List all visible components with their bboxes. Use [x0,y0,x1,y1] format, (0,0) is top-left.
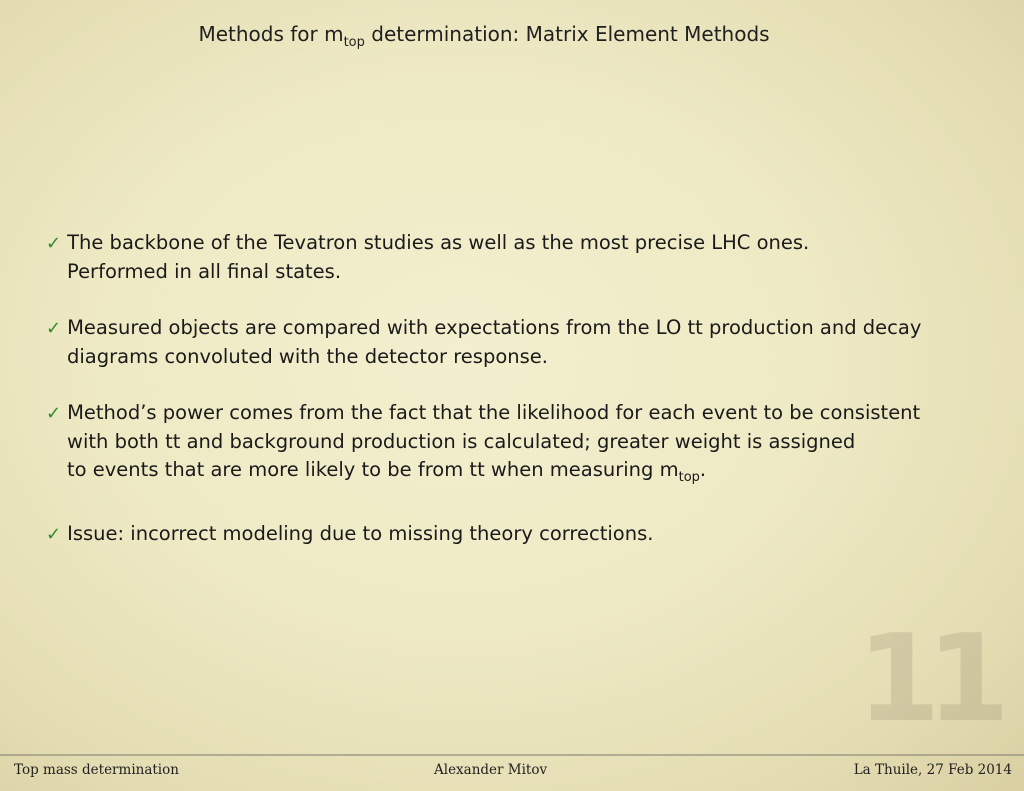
checkmark-icon: ✓ [46,233,62,254]
footer-talk-title: Top mass determination [14,762,179,778]
bullet-item [46,399,1006,492]
bullet-text: to events that are more likely to be from tt when measuring m [67,458,679,481]
checkmark-icon: ✓ [46,318,62,339]
checkmark-icon: ✓ [46,403,62,424]
footer-venue-date: La Thuile, 27 Feb 2014 [853,762,1012,778]
footer-author: Alexander Mitov [434,762,548,778]
bullet-text: Performed in all final states. [67,260,342,283]
bullet-item [46,520,1006,549]
page-number-watermark: 11 [857,610,996,749]
slide-title [0,22,968,50]
bullet-text: Method’s power comes from the fact that the likelihood for each event to be consistent [67,401,921,424]
bullet-item [46,314,1006,371]
bullet-text: diagrams convoluted with the detector response. [67,345,548,368]
title-prefix: Methods for m [198,22,344,46]
bullet-text: with both tt and background production is calculated; greater weight is assigned [67,430,856,453]
bullet-list [46,229,1006,577]
bullet-text: Issue: incorrect modeling due to missing theory corrections. [67,521,654,545]
title-suffix: determination: Matrix Element Methods [364,22,770,46]
footer-divider [0,754,1024,756]
bullet-text-with-subscript [46,456,1006,492]
bullet-item [46,229,1006,286]
title-subscript: top [343,35,365,50]
bullet-suffix: . [699,458,707,481]
checkmark-icon: ✓ [46,523,62,545]
bullet-subscript: top [678,469,700,485]
bullet-text: The backbone of the Tevatron studies as well as the most precise LHC ones. [67,231,810,254]
bullet-text: Measured objects are compared with expectations from the LO tt production and decay [67,316,922,339]
